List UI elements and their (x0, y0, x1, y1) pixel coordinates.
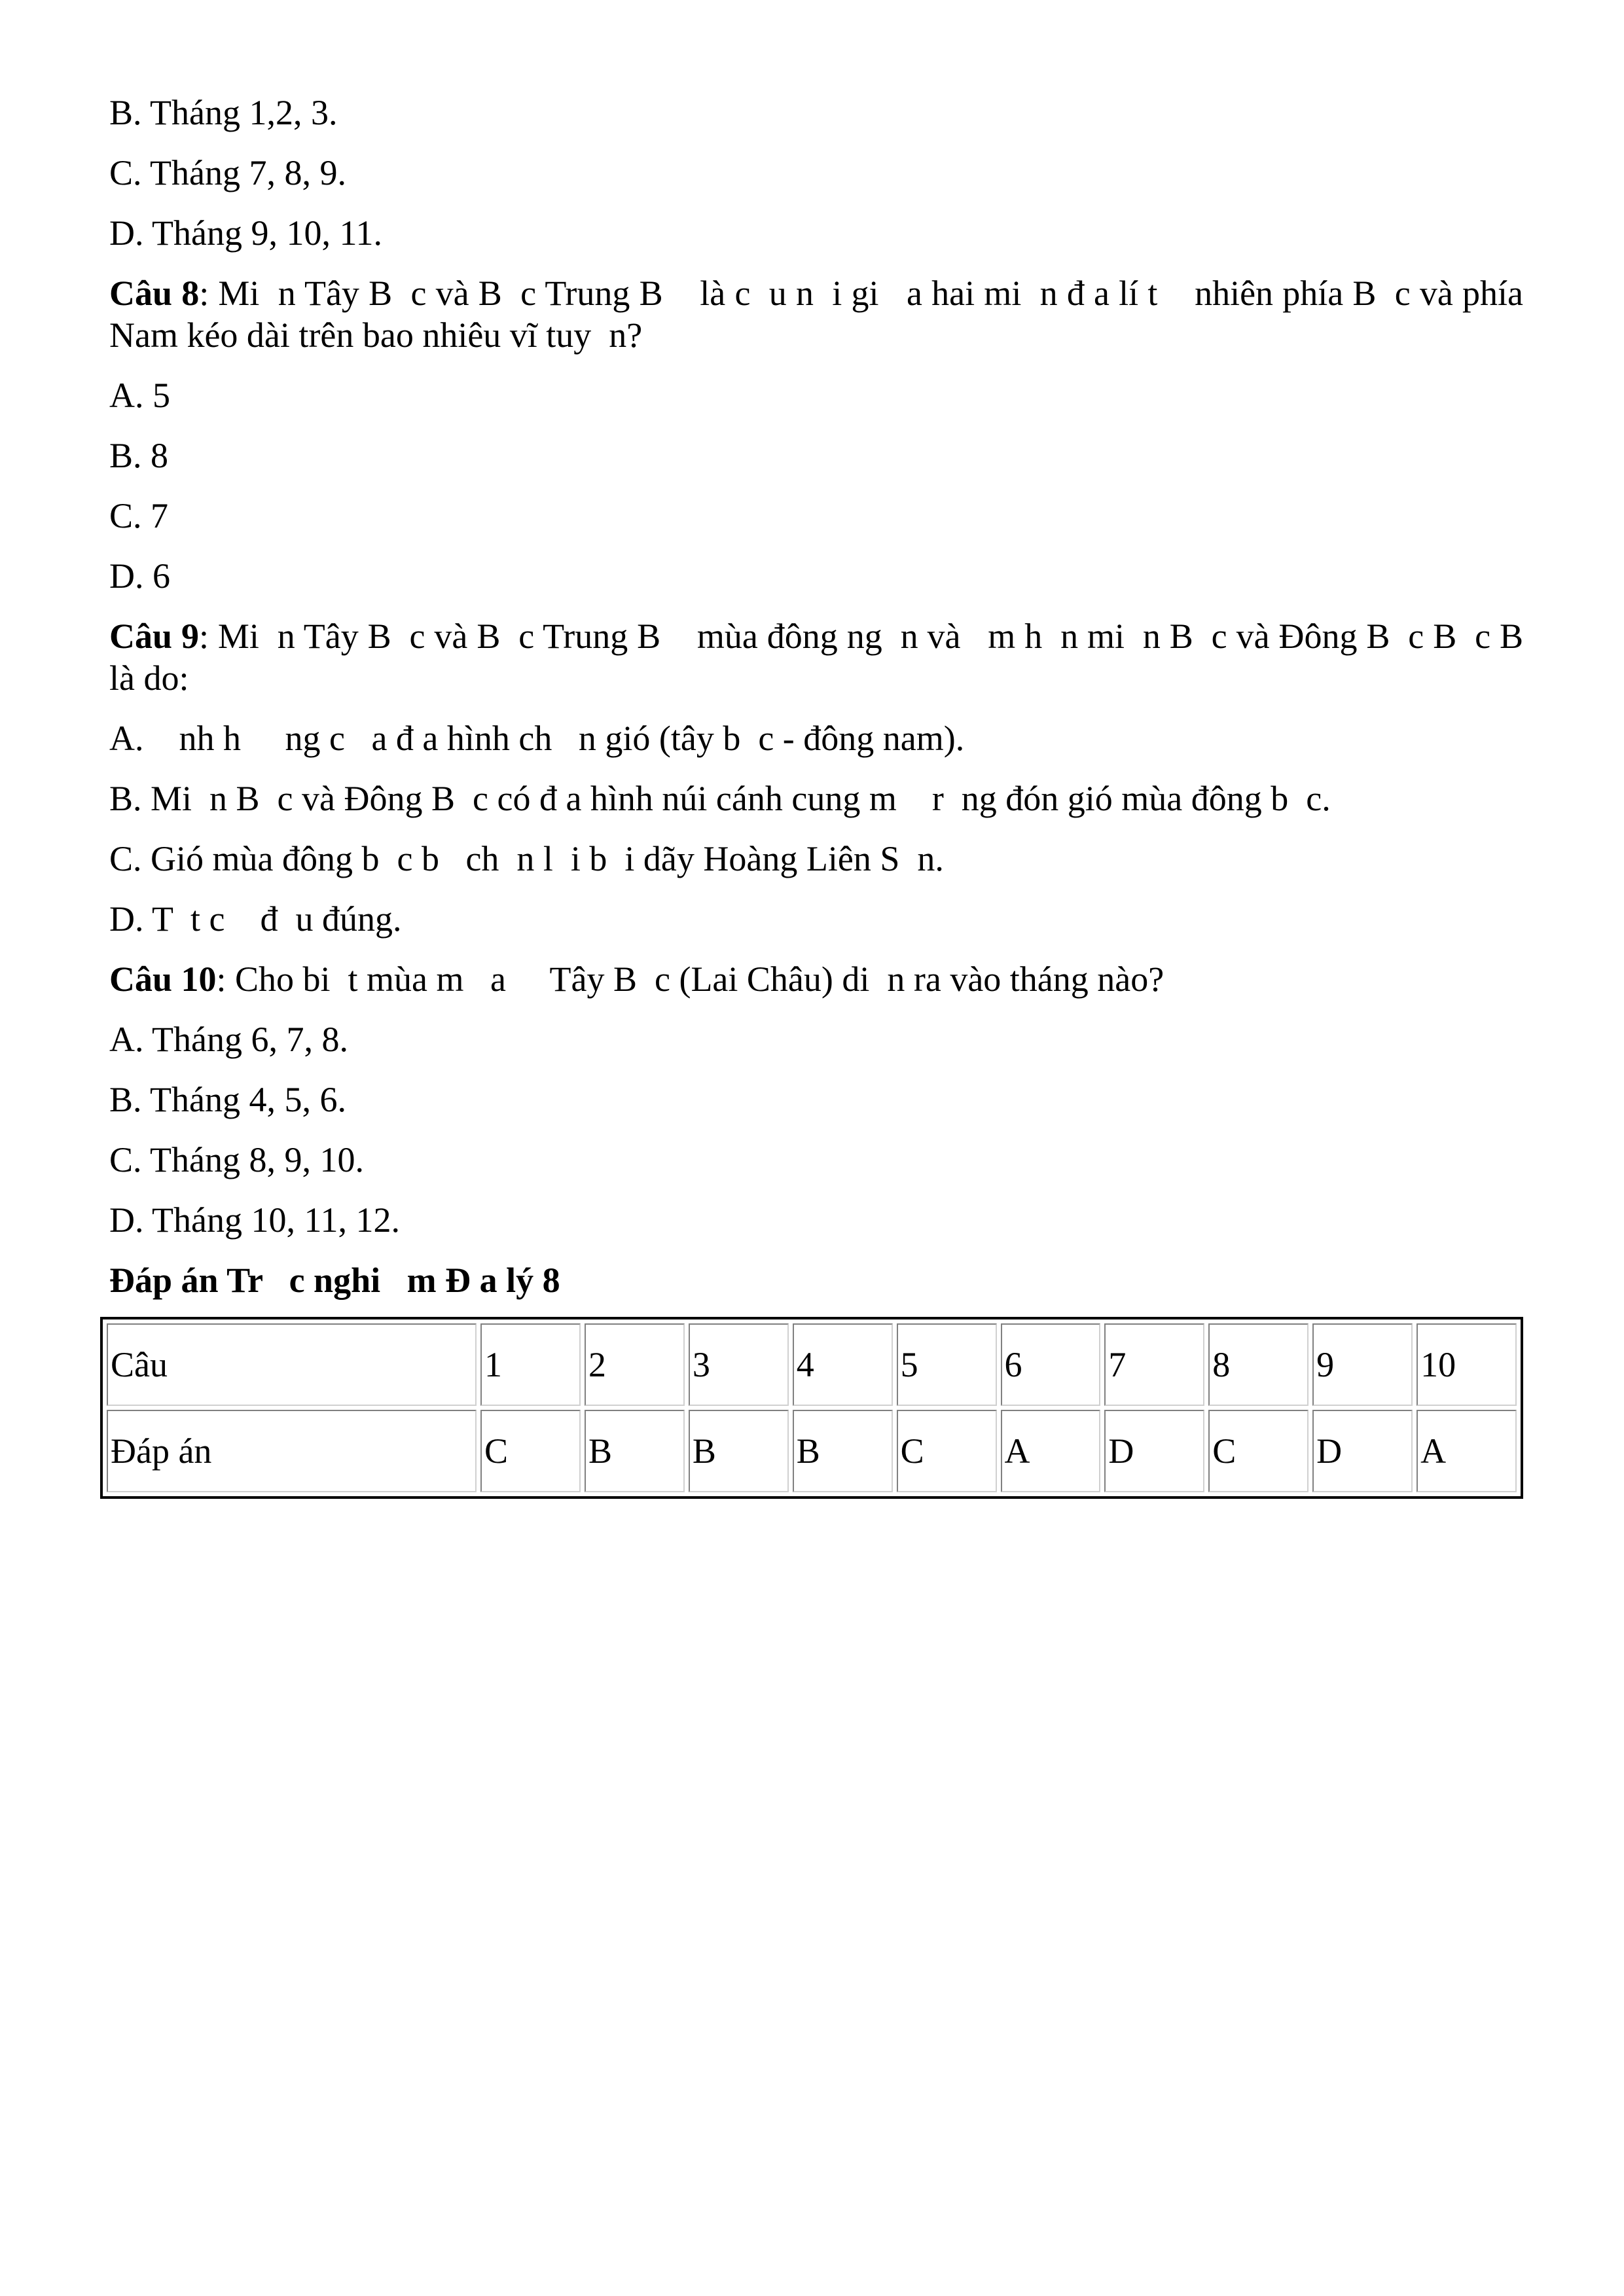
table-cell-number: 1 (480, 1323, 581, 1406)
q10-option-b: B. Tháng 4, 5, 6. (109, 1080, 346, 1119)
q8-option-c: C. 7 (109, 496, 169, 535)
table-cell-answer: A (1416, 1410, 1517, 1492)
table-cell-answer: D (1104, 1410, 1204, 1492)
answer-key-row-answers (107, 1410, 1517, 1492)
question-9-label: Câu 9 (109, 617, 199, 656)
table-cell-number: 9 (1312, 1323, 1413, 1406)
question-8-text: : Mi n Tây B c và B c Trung B là c u n i gi a hai mi n đ a lí t nhiên phía B c và phía Nam kéo dài trên bao nhiêu vĩ tuy n? (109, 274, 1532, 355)
q7-option-d: D. Tháng 9, 10, 11. (109, 213, 382, 253)
q8-option-d: D. 6 (109, 556, 170, 596)
table-cell-number: 2 (585, 1323, 685, 1406)
table-cell-answer: A (1001, 1410, 1101, 1492)
q10-option-c: C. Tháng 8, 9, 10. (109, 1140, 364, 1179)
q7-option-c: C. Tháng 7, 8, 9. (109, 153, 346, 192)
table-cell-answer: B (793, 1410, 893, 1492)
q9-option-c: C. Gió mùa đông b c b ch n l i b i dãy Hoàng Liên S n. (109, 839, 944, 878)
answer-key-row-numbers (107, 1323, 1517, 1406)
question-10-text: : Cho bi t mùa m a Tây B c (Lai Châu) di n ra vào tháng nào? (216, 960, 1164, 999)
question-9 (109, 615, 1550, 699)
table-cell-answer: C (1208, 1410, 1308, 1492)
answer-key-table (100, 1317, 1523, 1499)
table-cell-label: Câu (107, 1323, 477, 1406)
question-10-label: Câu 10 (109, 960, 217, 999)
table-cell-number: 6 (1001, 1323, 1101, 1406)
q9-option-d: D. T t c đ u đúng. (109, 899, 402, 939)
q7-option-b: B. Tháng 1,2, 3. (109, 93, 338, 132)
table-cell-answer: B (689, 1410, 789, 1492)
q10-option-d: D. Tháng 10, 11, 12. (109, 1200, 400, 1240)
question-8-label: Câu 8 (109, 274, 200, 313)
table-cell-answer: C (897, 1410, 997, 1492)
table-cell-answer: C (480, 1410, 581, 1492)
table-cell-number: 7 (1104, 1323, 1204, 1406)
table-cell-answer: D (1312, 1410, 1413, 1492)
table-cell-number: 4 (793, 1323, 893, 1406)
q8-option-b: B. 8 (109, 436, 169, 475)
q8-option-a: A. 5 (109, 376, 170, 415)
table-cell-number: 5 (897, 1323, 997, 1406)
table-cell-number: 10 (1416, 1323, 1517, 1406)
question-8 (109, 272, 1532, 356)
question-10 (109, 958, 1523, 1000)
table-cell-label: Đáp án (107, 1410, 477, 1492)
table-cell-answer: B (585, 1410, 685, 1492)
document-page (109, 92, 1550, 1499)
table-cell-number: 3 (689, 1323, 789, 1406)
q9-option-a: A. nh h ng c a đ a hình ch n gió (tây b c - đông nam). (109, 719, 965, 758)
question-9-text: : Mi n Tây B c và B c Trung B mùa đông ng n và m h n mi n B c và Đông B c B c B là do: (109, 617, 1550, 698)
table-cell-number: 8 (1208, 1323, 1308, 1406)
answer-key-title: Đáp án Tr c nghi m Đ a lý 8 (109, 1261, 560, 1300)
q10-option-a: A. Tháng 6, 7, 8. (109, 1020, 348, 1059)
q9-option-b: B. Mi n B c và Đông B c có đ a hình núi cánh cung m r ng đón gió mùa đông b c. (109, 779, 1331, 818)
